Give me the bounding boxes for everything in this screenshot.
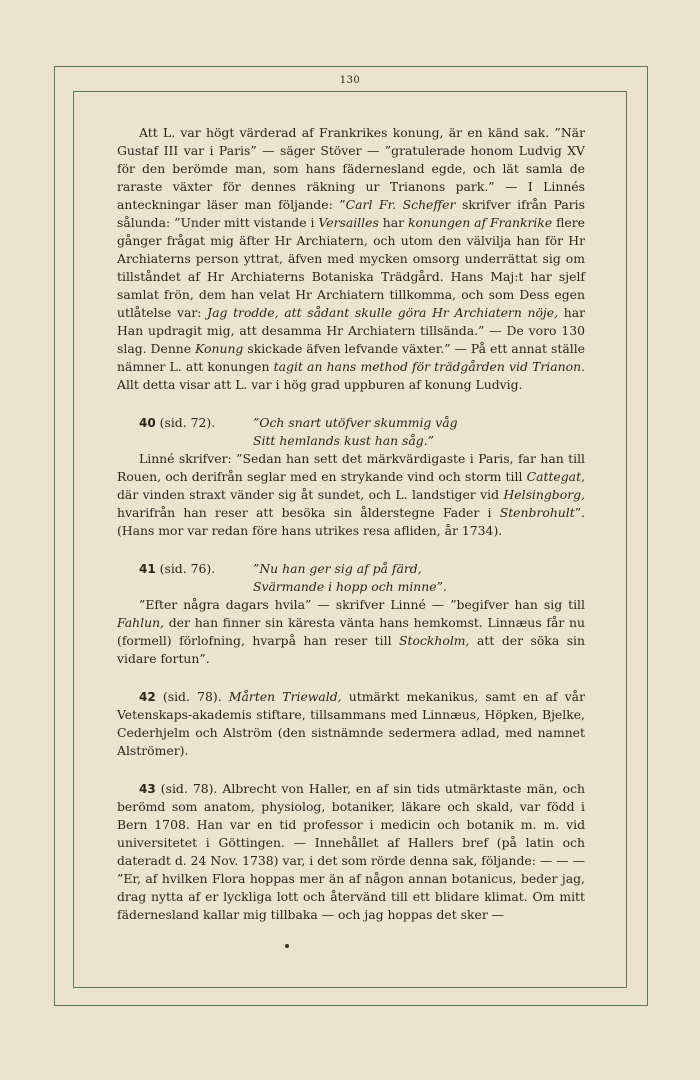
note-43: 43 (sid. 78). Albrecht von Haller, en af sin tids utmärktaste män, och berömd som anatom, physiolog, botaniker, läkare och skald, var född i Bern 1708. Han var en tid professor i medicin och botanik m. m. vid universitetet i Göttingen. — Innehållet af Hallers bref (på latin och dateradt d. 24 Nov. 1738) var, i det som rörde denna sak, följande: — — — ”Er, af hvilken Flora hoppas mer än af någon annan botanicus, beder jag, drag nytta af er lyckliga lott och återvänd till ett blidare klimat. Om mitt fädernesland kallar mig tillbaka — och jag hoppas det sker — <box>117 781 585 922</box>
print-mark <box>285 944 289 948</box>
note-40: 40 (sid. 72). ”Och snart utöfver skummig våg Sitt hemlands kust han såg.” Linné skrifver: ”Sedan han sett det märkvärdigaste i Paris, far han till Rouen, och derifrån seglar med en strykande vind och storm till Cattegat, där vinden straxt vänder sig åt sundet, och L. landstiger vid Helsingborg, hvarifrån han reser att besöka sin ålderstegne Fader i Stenbrohult”. (Hans mor var redan före hans utrikes resa afliden, år 1734). <box>117 415 585 538</box>
paragraph-linne-france: Att L. var högt värderad af Frankrikes konung, är en känd sak. ”När Gustaf III var i Paris” — säger Stöver — ”gratulerade honom Ludvig XV för den berömde man, som hans fädernesland egde, och lät samla de raraste växter för dennes räkning ur Trianons park.” — I Linnés anteckningar läser man följande: ”Carl Fr. Scheffer skrifver ifrån Paris sålunda: ”Under mitt vistande i Versailles har konungen af Frankrike flere gånger frågat mig äfter Hr Archiatern, och utom den välvilja han för Hr Archiaterns person yttrat, äfven med mycken omsorg underrättat sig om tillståndet af Hr Archiaterns Botaniska Trädgård. Hans Maj:t har sjelf samlat frön, dem han velat Hr Archiatern tillkomma, och som Dess egen utlåtelse var: Jag trodde, att sådant skulle göra Hr Archiatern nöje, har Han updragit mig, att desamma Hr Archiatern tillsända.” — De voro 130 slag. Denne Konung skickade äfven lefvande växter.” — På ett annat ställe nämner L. att konungen tagit an hans method för trädgården vid Trianon. Allt detta visar att L. var i hög grad uppburen af konung Ludvig. <box>117 125 586 392</box>
page-body <box>117 124 585 924</box>
note-42: 42 (sid. 78). Mårten Triewald, utmärkt mekanikus, samt en af vår Vetenskaps-akademis stiftare, tillsammans med Linnæus, Höpken, Bjelke, Cederhjelm och Alström (den sistnämnde sedermera adlad, med namnet Alströmer). <box>117 689 585 758</box>
page-number: 130 <box>339 75 361 86</box>
note-41: 41 (sid. 76). ”Nu han ger sig af på färd, Svärmande i hopp och minne”. ”Efter några dagars hvila” — skrifver Linné — ”begifver han sig till Fahlun, der han finner sin käresta vänta hans hemkomst. Linnæus får nu (formell) förlofning, hvarpå han reser till Stockholm, att der söka sin vidare fortun”. <box>117 561 585 666</box>
